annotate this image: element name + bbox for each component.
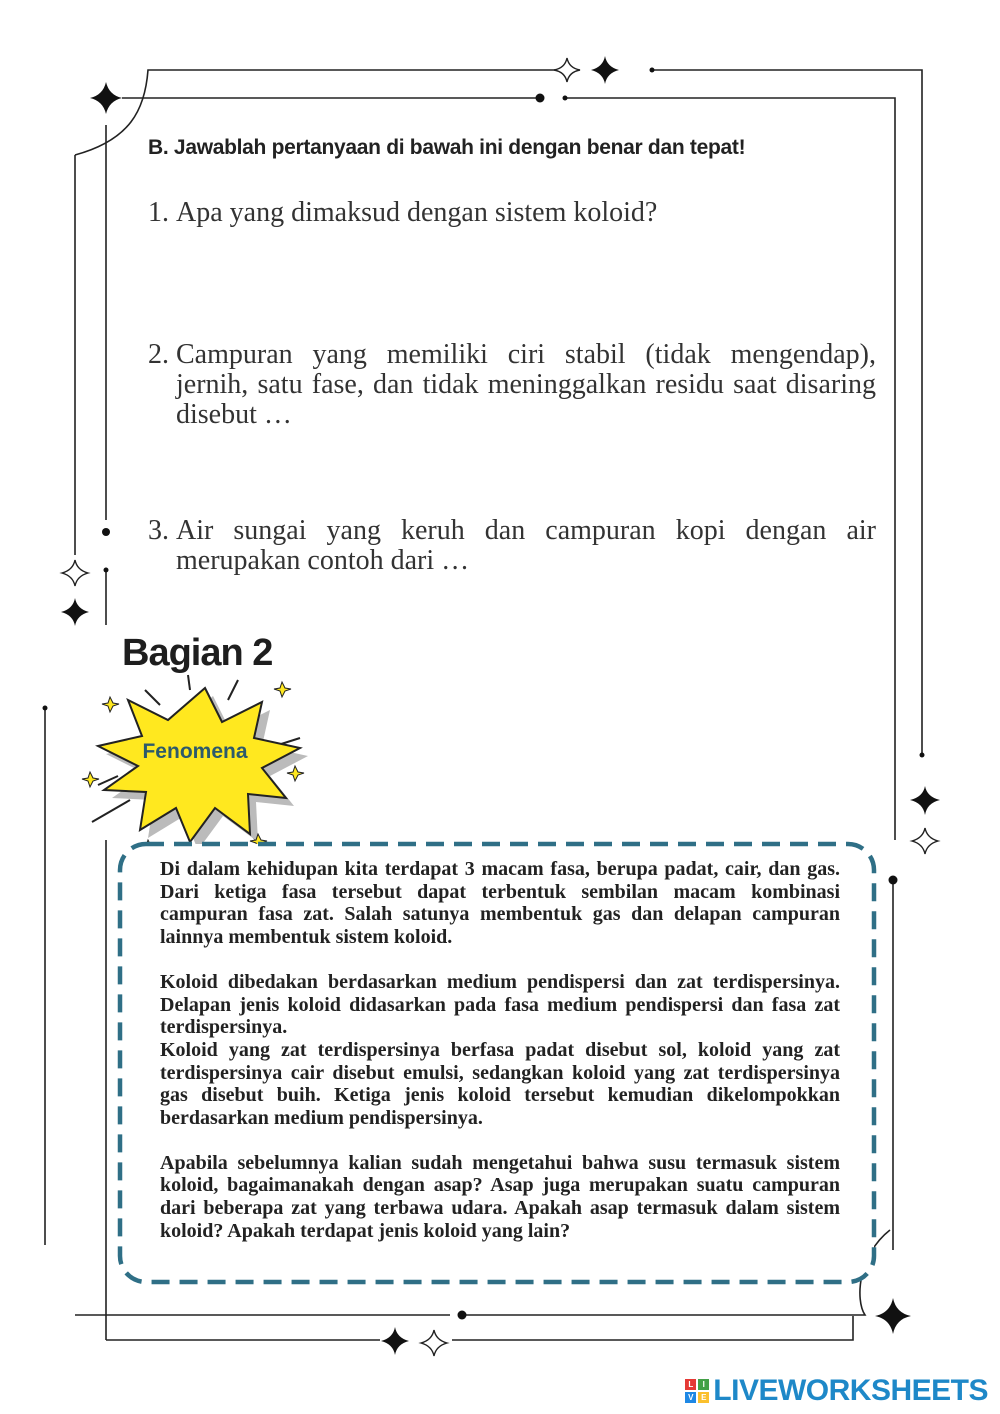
fenomena-paragraph: Koloid dibedakan berdasarkan medium pendispersi dan zat terdispersinya. Delapan jenis koloid didasarkan pada fasa medium pendispersi dan fasa zat terdispersinya. [160,970,840,1039]
bagian-2-title: Bagian 2 [122,632,273,674]
liveworksheets-mark-icon: L I V E [685,1379,709,1403]
fenomena-paragraph: Di dalam kehidupan kita terdapat 3 macam fasa, berupa padat, cair, dan gas. Dari ketiga fasa tersebut dapat terbentuk sembilan macam kombinasi campuran fasa zat. Salah satunya membentuk gas dan delapan campuran lainnya membentuk sistem koloid. [160,858,840,949]
fenomena-label: Fenomena [142,740,248,763]
liveworksheets-text: LIVEWORKSHEETS [713,1374,988,1407]
fenomena-paragraph: Apabila sebelumnya kalian sudah mengetahui bahwa susu termasuk sistem koloid, bagaimanakah dengan asap? Asap juga merupakan suatu campuran dari beberapa zat yang terbawa udara. Apakah asap termasuk dalam sistem koloid? Apakah terdapat jenis koloid yang lain? [160,1151,840,1242]
question-number: 1. [148,197,169,228]
question-text: Campuran yang memiliki ciri stabil (tidak mengendap), jernih, satu fase, dan tidak meninggalkan residu saat disaring disebut … [176,339,876,430]
question-1 [148,198,876,228]
question-number: 2. [148,339,169,370]
question-2 [148,340,876,430]
liveworksheets-logo[interactable] [685,1374,988,1408]
fenomena-burst [82,675,308,855]
question-3 [148,516,876,576]
section-b-heading: B. Jawablah pertanyaan di bawah ini dengan benar dan tepat! [148,136,746,159]
fenomena-paragraph: Koloid yang zat terdispersinya berfasa padat disebut sol, koloid yang zat terdispersinya cair disebut emulsi, sedangkan koloid yang zat terdispersinya gas disebut buih. Ketiga jenis koloid tersebut kemudian dikelompokkan berdasarkan medium pendispersinya. [160,1038,840,1130]
fenomena-text [160,858,840,1243]
question-text: Apa yang dimaksud dengan sistem koloid? [176,197,658,228]
question-number: 3. [148,515,169,546]
question-text: Air sungai yang keruh dan campuran kopi dengan air merupakan contoh dari … [176,515,876,576]
